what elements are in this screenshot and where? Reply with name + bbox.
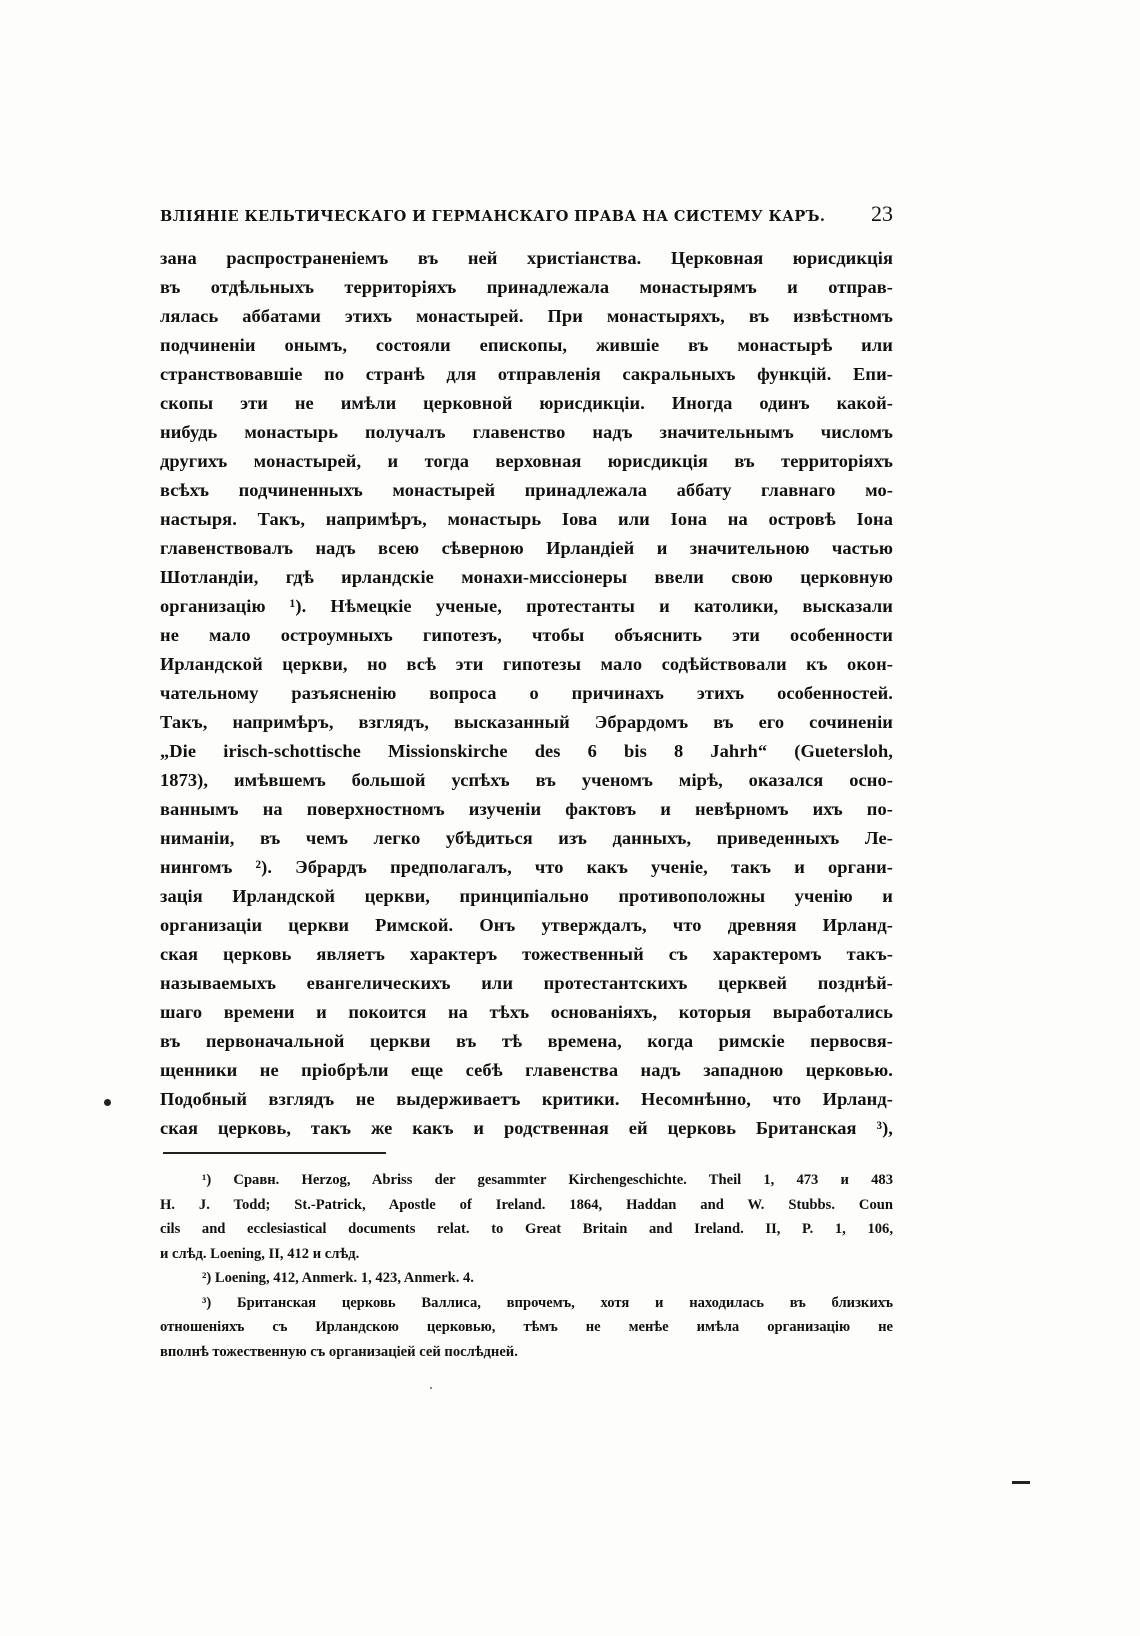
footnote-line: отношеніяхъ съ Ирландскою церковью, тѣмъ не менѣе имѣла организацію не — [160, 1319, 893, 1335]
text-line: щенники не пріобрѣли еще себѣ главенства надъ западною церковью. — [160, 1060, 893, 1080]
text-line: шаго времени и покоится на тѣхъ основаніяхъ, которыя выработались — [160, 1002, 893, 1022]
text-line: „Die irisch-schottische Missionskirche des 6 bis 8 Jahrh“ (Guetersloh, — [160, 741, 893, 761]
text-line: лялась аббатами этихъ монастырей. При монастыряхъ, въ извѣстномъ — [160, 306, 893, 326]
text-line: настыря. Такъ, напримѣръ, монастырь Іова или Іона на островѣ Іона — [160, 509, 893, 529]
footnotes — [160, 1168, 893, 1364]
text-line: ская церковь, такъ же какъ и родственная ей церковь Британская ³), — [160, 1118, 893, 1138]
text-line: Такъ, напримѣръ, взглядъ, высказанный Эбрардомъ въ его сочиненіи — [160, 712, 893, 732]
text-line: Шотландіи, гдѣ ирландскіе монахи-миссіонеры ввели свою церковную — [160, 567, 893, 587]
text-line: Подобный взглядъ не выдерживаетъ критики. Несомнѣнно, что Ирланд- — [160, 1089, 893, 1109]
margin-dot-mark — [104, 1099, 111, 1106]
page-header — [160, 201, 893, 231]
text-line: называемыхъ евангелическихъ или протестантскихъ церквей позднѣй- — [160, 973, 893, 993]
text-line: нингомъ ²). Эбрардъ предполагалъ, что какъ ученіе, такъ и органи- — [160, 857, 893, 877]
text-line: подчиненіи онымъ, состояли епископы, жившіе въ монастырѣ или — [160, 335, 893, 355]
text-line: ниманіи, въ чемъ легко убѣдиться изъ данныхъ, приведенныхъ Ле- — [160, 828, 893, 848]
footnote-line: ¹) Сравн. Herzog, Abriss der gesammter Kirchengeschichte. Theil 1, 473 и 483 — [202, 1172, 893, 1188]
footnote-line: cils and ecclesiastical documents relat. to Great Britain and Ireland. II, P. 1, 106, — [160, 1221, 893, 1237]
text-line: ская церковь являетъ характеръ тожественный съ характеромъ такъ- — [160, 944, 893, 964]
text-line: зація Ирландской церкви, принципіально противоположны ученію и — [160, 886, 893, 906]
margin-dash-mark — [1012, 1481, 1030, 1484]
text-line: Ирландской церкви, но всѣ эти гипотезы мало содѣйствовали къ окон- — [160, 654, 893, 674]
text-line: организацію ¹). Нѣмецкіе ученые, протестанты и католики, высказали — [160, 596, 893, 616]
scan-speck — [430, 1387, 432, 1389]
text-line: зана распространеніемъ въ ней христіанства. Церковная юрисдикція — [160, 248, 893, 268]
text-line: другихъ монастырей, и тогда верховная юрисдикція въ территоріяхъ — [160, 451, 893, 471]
text-line: нибудь монастырь получалъ главенство надъ значительнымъ числомъ — [160, 422, 893, 442]
footnote-divider — [163, 1152, 386, 1154]
footnote-line: вполнѣ тожественную съ организаціей сей послѣдней. — [160, 1343, 518, 1360]
footnote-line: H. J. Todd; St.-Patrick, Apostle of Ireland. 1864, Haddan and W. Stubbs. Coun — [160, 1196, 893, 1213]
text-line: въ первоначальной церкви въ тѣ времена, когда римскіе первосвя- — [160, 1031, 893, 1051]
text-line: всѣхъ подчиненныхъ монастырей принадлежала аббату главнаго мо- — [160, 480, 893, 500]
text-line: странствовавшіе по странѣ для отправленія сакральныхъ функцій. Епи- — [160, 364, 893, 384]
text-line: главенствовалъ надъ всею сѣверною Ирландіей и значительною частью — [160, 538, 893, 558]
text-line: организаціи церкви Римской. Онъ утверждалъ, что древняя Ирланд- — [160, 915, 893, 935]
main-text — [160, 244, 893, 1143]
text-line: скопы эти не имѣли церковной юрисдикціи. Иногда одинъ какой- — [160, 393, 893, 413]
page-number: 23 — [871, 201, 893, 226]
text-line: ваннымъ на поверхностномъ изученіи фактовъ и невѣрномъ ихъ по- — [160, 799, 893, 819]
text-line: 1873), имѣвшемъ большой успѣхъ въ ученомъ мірѣ, оказался осно- — [160, 770, 893, 790]
text-line: не мало остроумныхъ гипотезъ, чтобы объяснить эти особенности — [160, 625, 893, 645]
running-head: ВЛІЯНІЕ КЕЛЬТИЧЕСКАГО И ГЕРМАНСКАГО ПРАВА НА СИСТЕМУ КАРЪ. — [160, 208, 826, 225]
footnote-line: ³) Британская церковь Валлиса, впрочемъ, хотя и находилась въ близкихъ — [202, 1294, 893, 1311]
text-line: въ отдѣльныхъ территоріяхъ принадлежала монастырямъ и отправ- — [160, 277, 893, 297]
text-line: чательному разъясненію вопроса о причинахъ этихъ особенностей. — [160, 683, 893, 703]
footnote-line: ²) Loening, 412, Anmerk. 1, 423, Anmerk. 4. — [202, 1270, 474, 1286]
footnote-line: и слѣд. Loening, II, 412 и слѣд. — [160, 1245, 360, 1262]
